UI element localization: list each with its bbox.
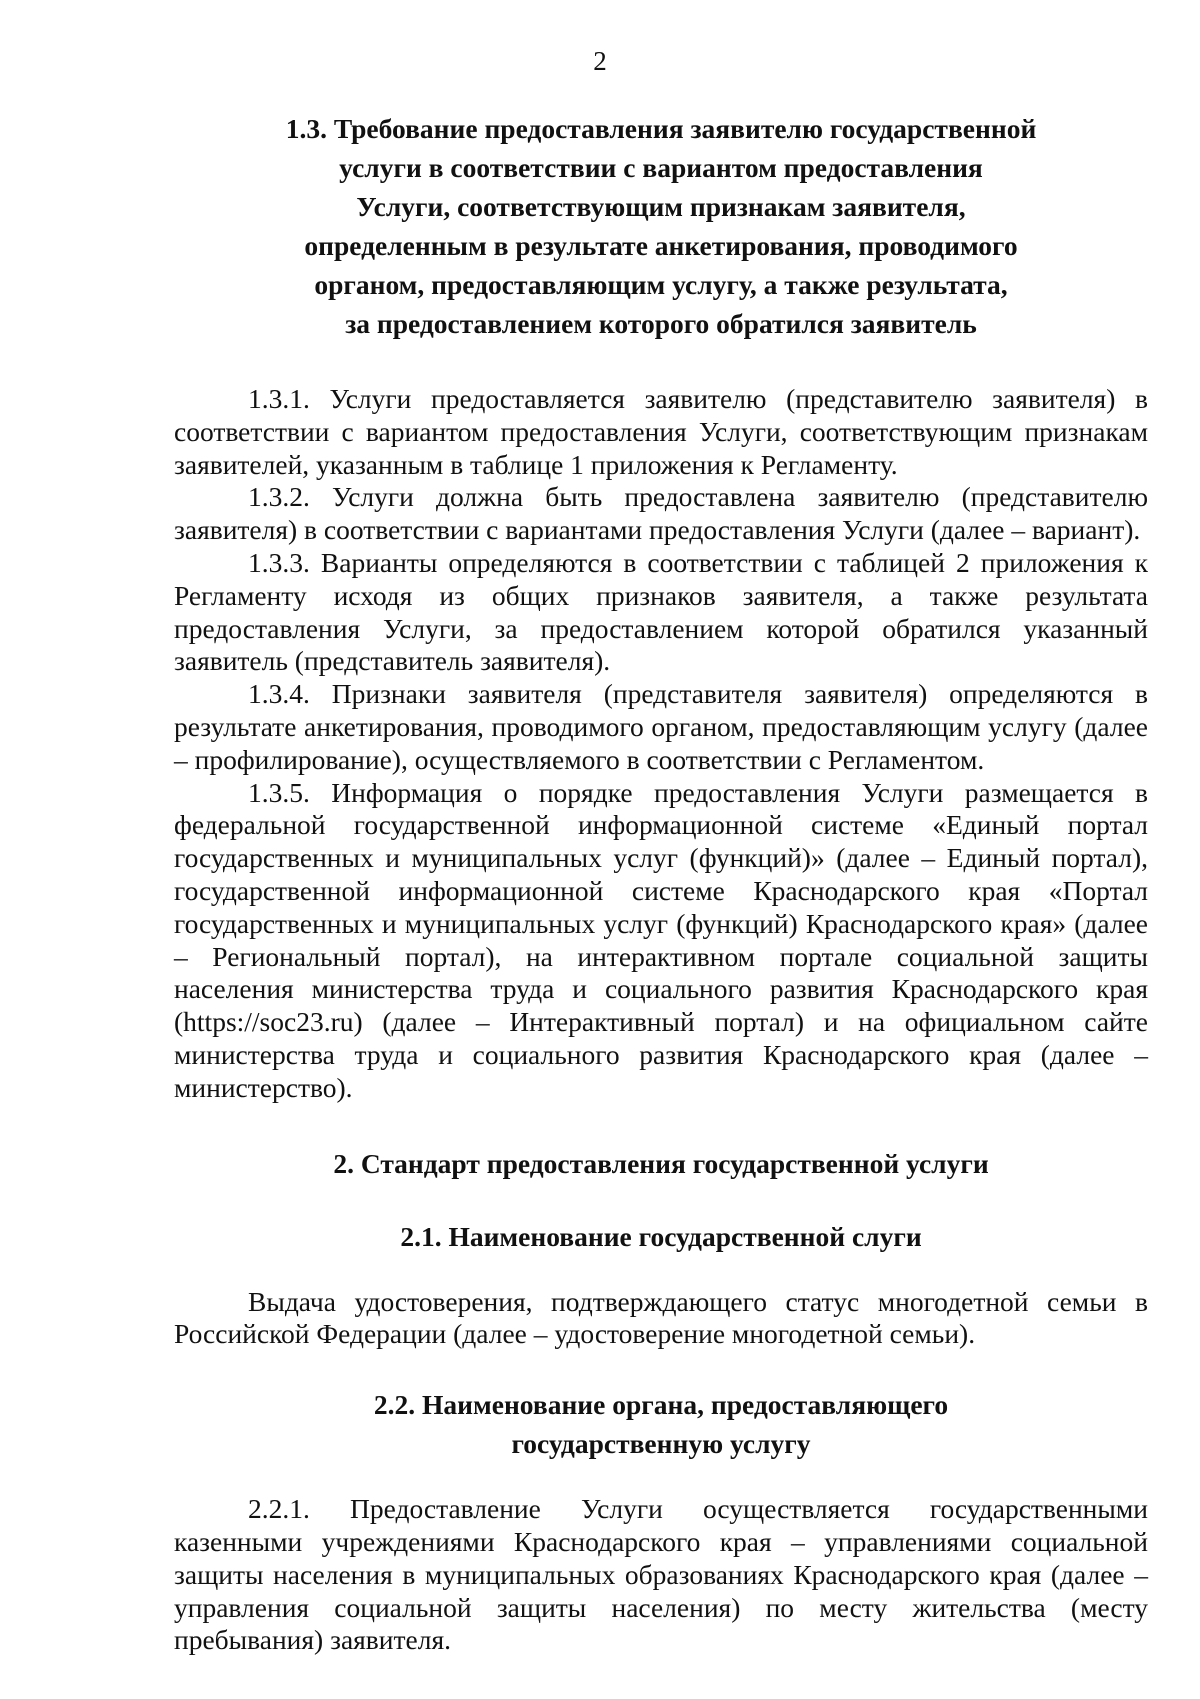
section-2-heading: 2. Стандарт предоставления государственной услуги: [333, 1147, 989, 1179]
heading-line: услуги в соответствии с вариантом предоставления: [339, 152, 983, 183]
heading-line: за предоставлением которого обратился заявитель: [345, 308, 977, 339]
heading-line: 2.2. Наименование органа, предоставляющего: [373, 1389, 949, 1421]
paragraph-2-2-1: 2.2.1. Предоставление Услуги осуществляется государственными казенными учреждениями Краснодарского края – управлениями социальной защиты населения в муниципальных образованиях Краснодарского края (далее – управления социальной защиты населения) по месту жительства (месту пребывания) заявителя.: [174, 1493, 1148, 1656]
section-2-1-heading: 2.1. Наименование государственной слуги: [400, 1220, 922, 1252]
heading-line: определенным в результате анкетирования, проводимого: [304, 230, 1018, 261]
heading-line: 1.3. Требование предоставления заявителю государственной: [285, 113, 1037, 144]
paragraph-2-1: Выдача удостоверения, подтверждающего статус многодетной семьи в Российской Федерации (далее – удостоверение многодетной семьи).: [174, 1285, 1148, 1350]
section-1-3-heading: [174, 109, 1148, 343]
page-number: 2: [593, 46, 607, 76]
heading-line: государственную услугу: [511, 1428, 811, 1460]
paragraph-1-3-4: 1.3.4. Признаки заявителя (представителя заявителя) определяются в результате анкетирования, проводимого органом, предоставляющим услугу (далее – профилирование), осуществляемого в соответствии с Регламентом.: [174, 678, 1148, 775]
document-body: [174, 109, 1148, 1657]
paragraph-1-3-1: 1.3.1. Услуги предоставляется заявителю (представителю заявителя) в соответствии с вариантом предоставления Услуги, соответствующим признакам заявителей, указанным в таблице 1 приложения к Регламенту.: [174, 383, 1148, 480]
paragraph-1-3-5: 1.3.5. Информация о порядке предоставления Услуги размещается в федеральной государственной информационной системе «Единый портал государственных и муниципальных услуг (функций)» (далее – Единый портал), государственной информационной системе Краснодарского края «Портал государственных и муниципальных услуг (функций) Краснодарского края» (далее – Региональный портал), на интерактивном портале социальной защиты населения министерства труда и социального развития Краснодарского края (https://soc23.ru) (далее – Интерактивный портал) и на официальном сайте министерства труда и социального развития Краснодарского края (далее – министерство).: [174, 776, 1148, 1103]
section-2-2-heading: [174, 1385, 1148, 1463]
paragraph-1-3-2: 1.3.2. Услуги должна быть предоставлена заявителю (представителю заявителя) в соответствии с вариантами предоставления Услуги (далее – вариант).: [174, 481, 1148, 546]
paragraph-1-3-3: 1.3.3. Варианты определяются в соответствии с таблицей 2 приложения к Регламенту исходя из общих признаков заявителя, а также результата предоставления Услуги, за предоставлением которой обратился указанный заявитель (представитель заявителя).: [174, 546, 1148, 677]
heading-line: Услуги, соответствующим признакам заявителя,: [356, 191, 966, 222]
heading-line: органом, предоставляющим услугу, а также результата,: [314, 269, 1008, 300]
